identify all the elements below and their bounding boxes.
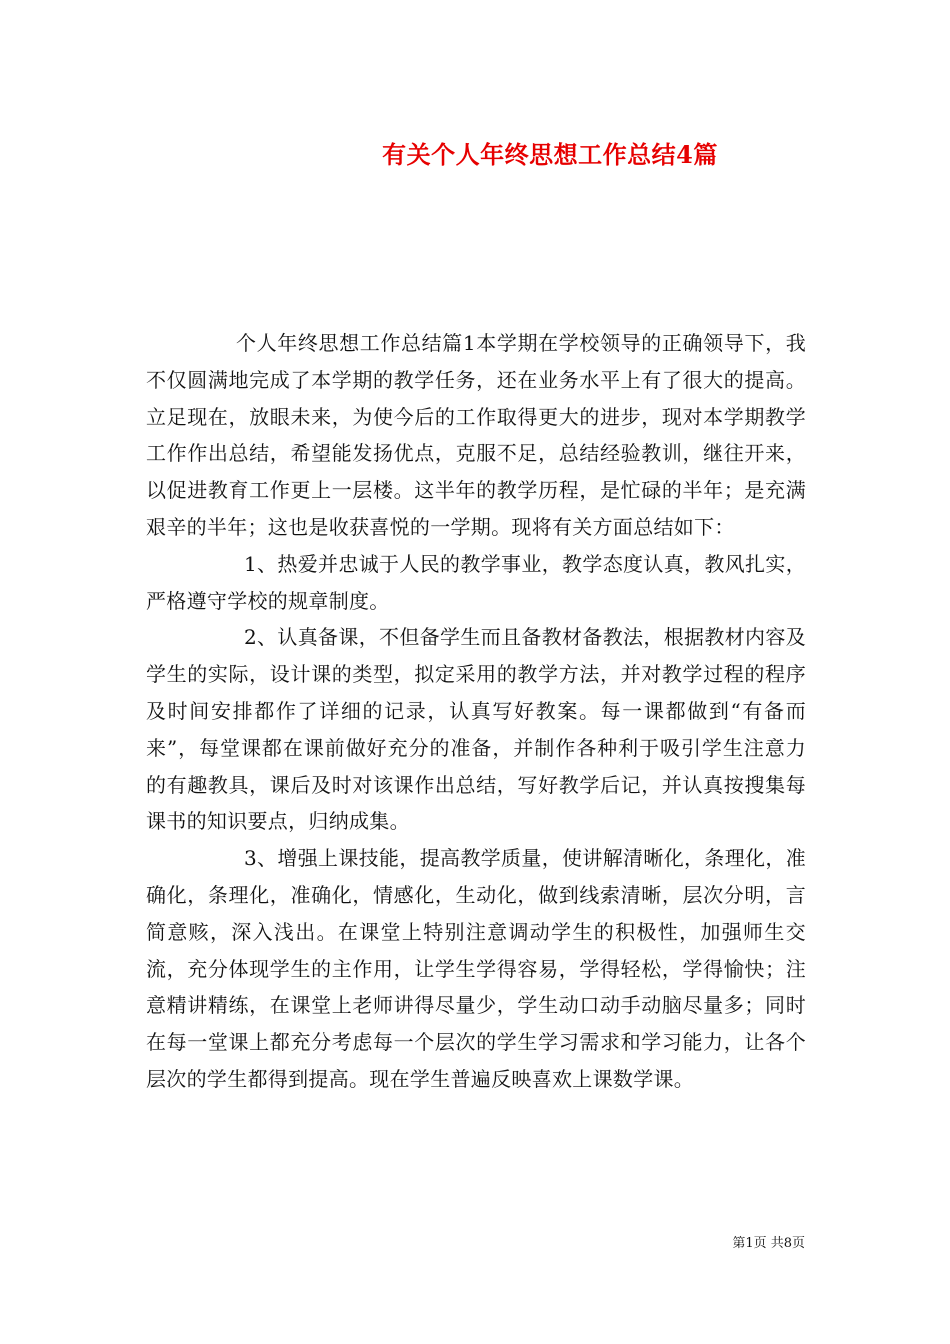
paragraph-item-2: 2、认真备课，不但备学生而且备教材备教法，根据教材内容及学生的实际，设计课的类型，拟定采用的教学方法，并对教学过程的程序及时间安排都作了详细的记录，认真写好教案。每一课都做到“有备而来”，每堂课都在课前做好充分的准备，并制作各种利于吸引学生注意力的有趣教具，课后及时对该课作出总结，写好教学后记，并认真按搜集每课书的知识要点，归纳成集。 <box>146 625 806 834</box>
paragraph-intro: 个人年终思想工作总结篇1本学期在学校领导的正确领导下，我不仅圆满地完成了本学期的教学任务，还在业务水平上有了很大的提高。立足现在，放眼未来，为使今后的工作取得更大的进步，现对本学期教学工作作出总结，希望能发扬优点，克服不足，总结经验教训，继往开来，以促进教育工作更上一层楼。这半年的教学历程，是忙碌的半年；是充满艰辛的半年；这也是收获喜悦的一学期。现将有关方面总结如下： <box>146 331 806 539</box>
paragraph-item-3: 3、增强上课技能，提高教学质量，使讲解清晰化，条理化，准确化，条理化，准确化，情感化，生动化，做到线索清晰，层次分明，言简意赅，深入浅出。在课堂上特别注意调动学生的积极性，加强师生交流，充分体现学生的主作用，让学生学得容易，学得轻松，学得愉快；注意精讲精练，在课堂上老师讲得尽量少，学生动口动手动脑尽量多；同时在每一堂课上都充分考虑每一个层次的学生学习需求和学习能力，让各个层次的学生都得到提高。现在学生普遍反映喜欢上课数学课。 <box>146 846 806 1091</box>
document-body <box>146 325 806 1098</box>
document-title: 有关个人年终思想工作总结4篇 <box>382 140 718 169</box>
page-number: 第1页 共8页 <box>732 1236 805 1251</box>
paragraph-item-1: 1、热爱并忠诚于人民的教学事业，教学态度认真，教风扎实，严格遵守学校的规章制度。 <box>146 551 806 613</box>
